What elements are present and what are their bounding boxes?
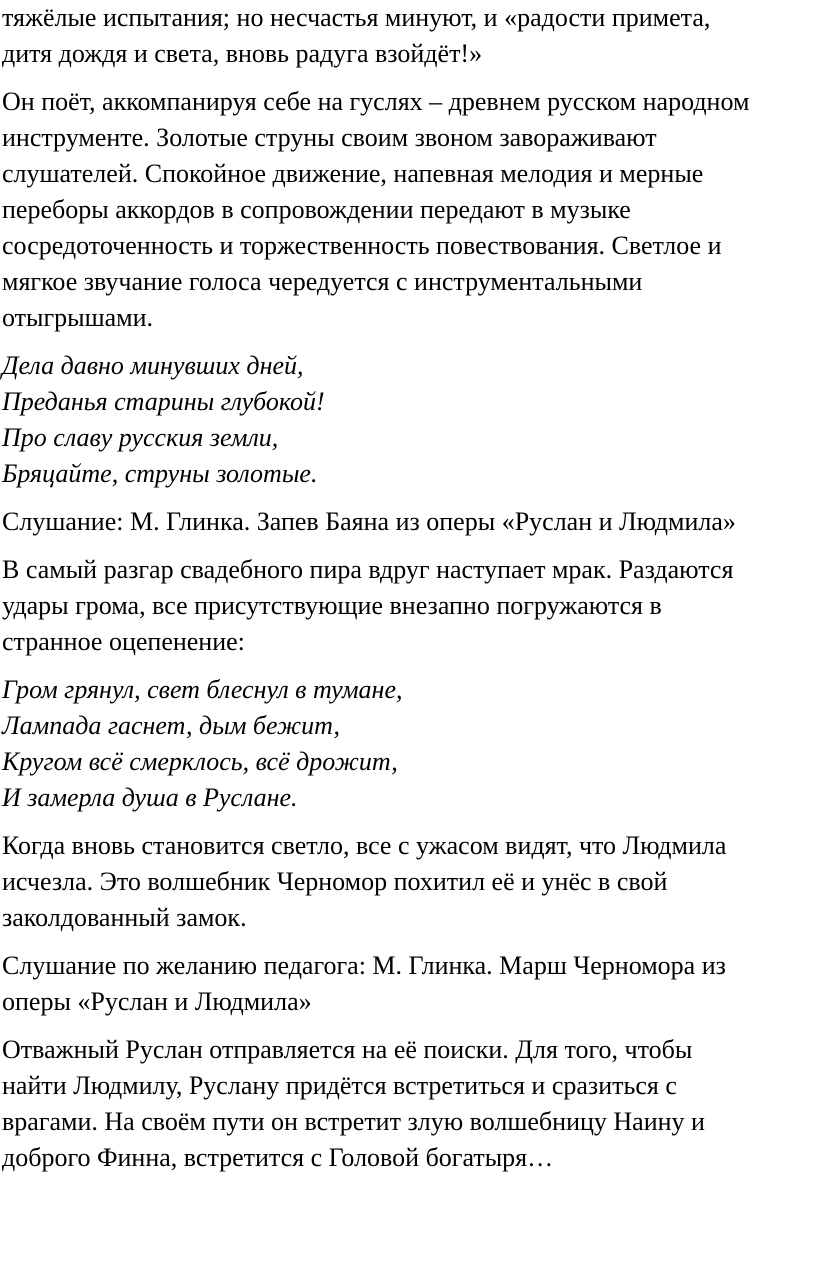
- paragraph-prose-1: [2, 0, 806, 72]
- text-line: дитя дождя и света, вновь радуга взойдёт!»: [2, 39, 483, 68]
- text-line: странное оцепенение:: [2, 627, 245, 656]
- text-line: В самый разгар свадебного пира вдруг наступает мрак. Раздаются: [2, 555, 734, 584]
- text-line: Когда вновь становится светло, все с ужасом видят, что Людмила: [2, 831, 727, 860]
- text-line: тяжёлые испытания; но несчастья минуют, и «радости примета,: [2, 3, 711, 32]
- paragraph-prose-5: [2, 1032, 806, 1176]
- text-line: слушателей. Спокойное движение, напевная мелодия и мерные: [2, 159, 704, 188]
- text-line: найти Людмилу, Руслану придётся встретиться и сразиться с: [2, 1071, 677, 1100]
- text-line: Слушание: М. Глинка. Запев Баяна из оперы «Руслан и Людмила»: [2, 507, 736, 536]
- text-line: оперы «Руслан и Людмила»: [2, 987, 312, 1016]
- verse-line: Лампада гаснет, дым бежит,: [2, 711, 340, 740]
- text-line: сосредоточенность и торжественность повествования. Светлое и: [2, 231, 722, 260]
- paragraph-prose-2: [2, 84, 806, 336]
- verse-line: Кругом всё смерклось, всё дрожит,: [2, 747, 398, 776]
- text-line: удары грома, все присутствующие внезапно погружаются в: [2, 591, 662, 620]
- text-line: исчезла. Это волшебник Черномор похитил её и унёс в свой: [2, 867, 668, 896]
- text-line: инструменте. Золотые струны своим звоном завораживают: [2, 123, 657, 152]
- verse-stanza-2: [2, 672, 806, 816]
- verse-line: Гром грянул, свет блеснул в тумане,: [2, 675, 403, 704]
- verse-stanza-1: [2, 348, 806, 492]
- text-line: заколдованный замок.: [2, 903, 247, 932]
- text-line: Он поёт, аккомпанируя себе на гуслях – древнем русском народном: [2, 87, 750, 116]
- paragraph-prose-3: [2, 552, 806, 660]
- paragraph-listening-2: [2, 948, 806, 1020]
- paragraph-listening-1: [2, 504, 806, 540]
- text-line: отыгрышами.: [2, 303, 154, 332]
- verse-line: Про славу русския земли,: [2, 423, 279, 452]
- verse-line: Бряцайте, струны золотые.: [2, 459, 318, 488]
- verse-line: И замерла душа в Руслане.: [2, 783, 298, 812]
- text-line: Отважный Руслан отправляется на её поиски. Для того, чтобы: [2, 1035, 693, 1064]
- text-line: Слушание по желанию педагога: М. Глинка. Марш Черномора из: [2, 951, 726, 980]
- paragraph-prose-4: [2, 828, 806, 936]
- text-line: мягкое звучание голоса чередуется с инструментальными: [2, 267, 643, 296]
- text-line: врагами. На своём пути он встретит злую волшебницу Наину и: [2, 1107, 705, 1136]
- verse-line: Преданья старины глубокой!: [2, 387, 325, 416]
- text-line: доброго Финна, встретится с Головой богатыря…: [2, 1143, 554, 1172]
- text-line: переборы аккордов в сопровождении передают в музыке: [2, 195, 631, 224]
- verse-line: Дела давно минувших дней,: [2, 351, 304, 380]
